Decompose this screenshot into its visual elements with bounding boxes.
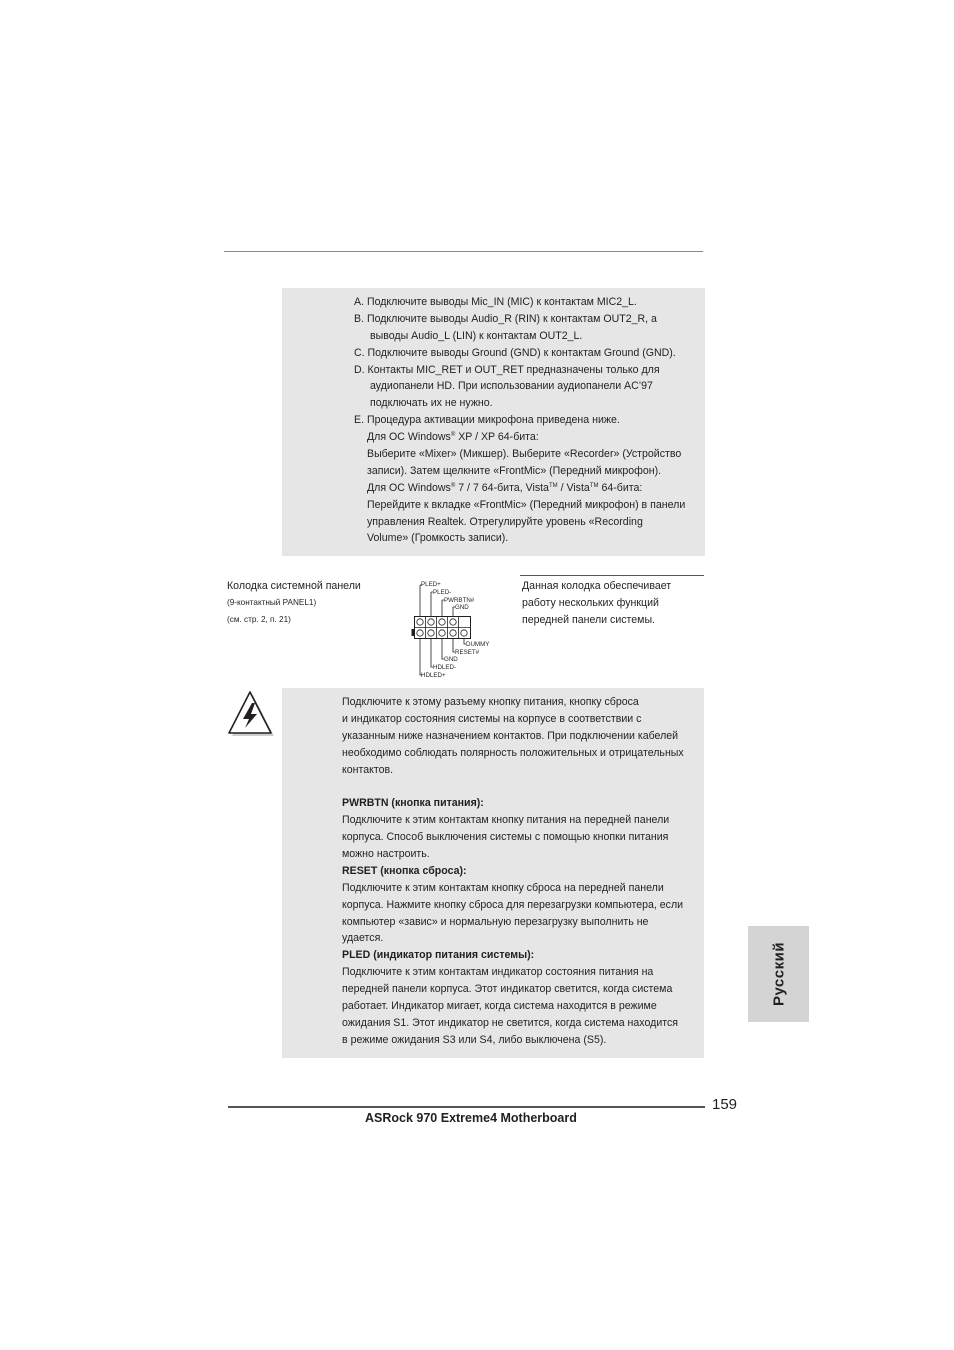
audio-line: B. Подключите выводы Audio_R (RIN) к контактам OUT2_R, а bbox=[354, 312, 657, 325]
pin-label-dummy: DUMMY bbox=[466, 641, 490, 648]
panel-notes bbox=[342, 694, 684, 1049]
pin-label-pled-plus: PLED+ bbox=[421, 581, 441, 588]
reset-heading: RESET (кнопка сброса): bbox=[342, 864, 467, 877]
intro-line: Подключите к этому разъему кнопку питания, кнопку сброса bbox=[342, 696, 639, 708]
audio-line: аудиопанели HD. При использовании аудиопанели AC’97 bbox=[370, 380, 653, 393]
pwrbtn-heading: PWRBTN (кнопка питания): bbox=[342, 797, 484, 810]
audio-line: C. Подключите выводы Ground (GND) к контактам Ground (GND). bbox=[354, 346, 676, 359]
audio-line: E. Процедура активации микрофона приведена ниже. bbox=[354, 414, 620, 427]
pled-line: ожидания S1. Этот индикатор не светится, когда система находится bbox=[342, 1016, 678, 1029]
pin-label-hdled-minus: HDLED- bbox=[433, 664, 457, 671]
description-line: работу нескольких функций bbox=[522, 597, 659, 609]
win7-step: управления Realtek. Отрегулируйте уровень «Recording bbox=[367, 515, 643, 528]
pin-label-pled-minus: PLED- bbox=[433, 589, 452, 596]
description-line: передней панели системы. bbox=[522, 614, 656, 626]
pin-label-gnd-top: GND bbox=[455, 604, 469, 611]
panel-header-label bbox=[227, 578, 361, 628]
reset-line: Подключите к этим контактам кнопку сброса на передней панели bbox=[342, 881, 664, 894]
footer-title: ASRock 970 Extreme4 Motherboard bbox=[365, 1111, 577, 1125]
pled-line: передней панели корпуса. Этот индикатор светится, когда система bbox=[342, 983, 673, 996]
intro-line: необходимо соблюдать полярность положительных и отрицательных bbox=[342, 746, 684, 759]
warning-icon bbox=[227, 690, 275, 738]
pled-line: в режиме ожидания S3 или S4, либо выключена (S5). bbox=[342, 1033, 607, 1046]
win7-label: Для ОС Windows® 7 / 7 64-бита, Vista™ / Vista™ 64-бита: bbox=[367, 481, 643, 494]
reset-line: корпуса. Нажмите кнопку сброса для перезагрузки компьютера, если bbox=[342, 898, 684, 911]
panel1-pin-diagram bbox=[404, 578, 498, 682]
intro-line: указанным ниже назначением контактов. При подключении кабелей bbox=[342, 729, 679, 742]
xp-label: Для ОС Windows® XP / XP 64-бита: bbox=[367, 431, 539, 444]
intro-line: контактов. bbox=[342, 763, 394, 776]
description-line: Данная колодка обеспечивает bbox=[522, 580, 672, 592]
audio-instructions bbox=[354, 294, 685, 547]
pled-heading: PLED (индикатор питания системы): bbox=[342, 949, 535, 962]
pled-line: работает. Индикатор мигает, когда система находится в режиме bbox=[342, 1000, 657, 1013]
audio-line: A. Подключите выводы Mic_IN (MIC) к контактам MIC2_L. bbox=[354, 296, 637, 308]
pwrbtn-line: Подключите к этим контактам кнопку питания на передней панели bbox=[342, 814, 670, 827]
section-divider bbox=[520, 575, 704, 576]
panel-header-description bbox=[522, 578, 671, 629]
pin-label-reset: RESET# bbox=[455, 649, 480, 656]
win7-step: Перейдите к вкладке «FrontMic» (Передний микрофон) в панели bbox=[367, 498, 686, 511]
xp-step: записи). Затем щелкните «FrontMic» (Передний микрофон). bbox=[367, 464, 662, 477]
audio-line: выводы Audio_L (LIN) к контактам OUT2_L. bbox=[370, 329, 583, 342]
pwrbtn-line: можно настроить. bbox=[342, 848, 430, 861]
pin-label-pwrbtn: PWRBTN# bbox=[444, 597, 475, 604]
win7-step: Volume» (Громкость записи). bbox=[367, 532, 509, 545]
panel-header-reference: (см. стр. 2, п. 21) bbox=[227, 614, 291, 624]
xp-step: Выберите «Mixer» (Микшер). Выберите «Recorder» (Устройство bbox=[367, 448, 682, 461]
pled-line: Подключите к этим контактам индикатор состояния питания на bbox=[342, 966, 654, 979]
reset-line: удается. bbox=[342, 932, 384, 945]
reset-line: компьютер «завис» и нормальную перезагрузку выполнить не bbox=[342, 915, 649, 928]
language-side-tab bbox=[748, 926, 809, 1022]
language-label: Русский bbox=[770, 941, 787, 1007]
panel-header-subtitle: (9-контактный PANEL1) bbox=[227, 598, 317, 607]
footer-divider bbox=[228, 1106, 705, 1108]
top-divider bbox=[224, 251, 703, 252]
page-number: 159 bbox=[712, 1096, 738, 1113]
audio-line: подключать их не нужно. bbox=[370, 397, 493, 410]
audio-line: D. Контакты MIC_RET и OUT_RET предназначены только для bbox=[354, 363, 660, 376]
panel-header-title: Колодка системной панели bbox=[227, 580, 361, 592]
pwrbtn-line: корпуса. Способ выключения системы с помощью кнопки питания bbox=[342, 831, 669, 844]
pin-label-gnd-bottom: GND bbox=[444, 656, 458, 663]
pin-label-hdled-plus: HDLED+ bbox=[421, 672, 446, 679]
intro-line: и индикатор состояния системы на корпусе в соответствии с bbox=[342, 712, 642, 725]
